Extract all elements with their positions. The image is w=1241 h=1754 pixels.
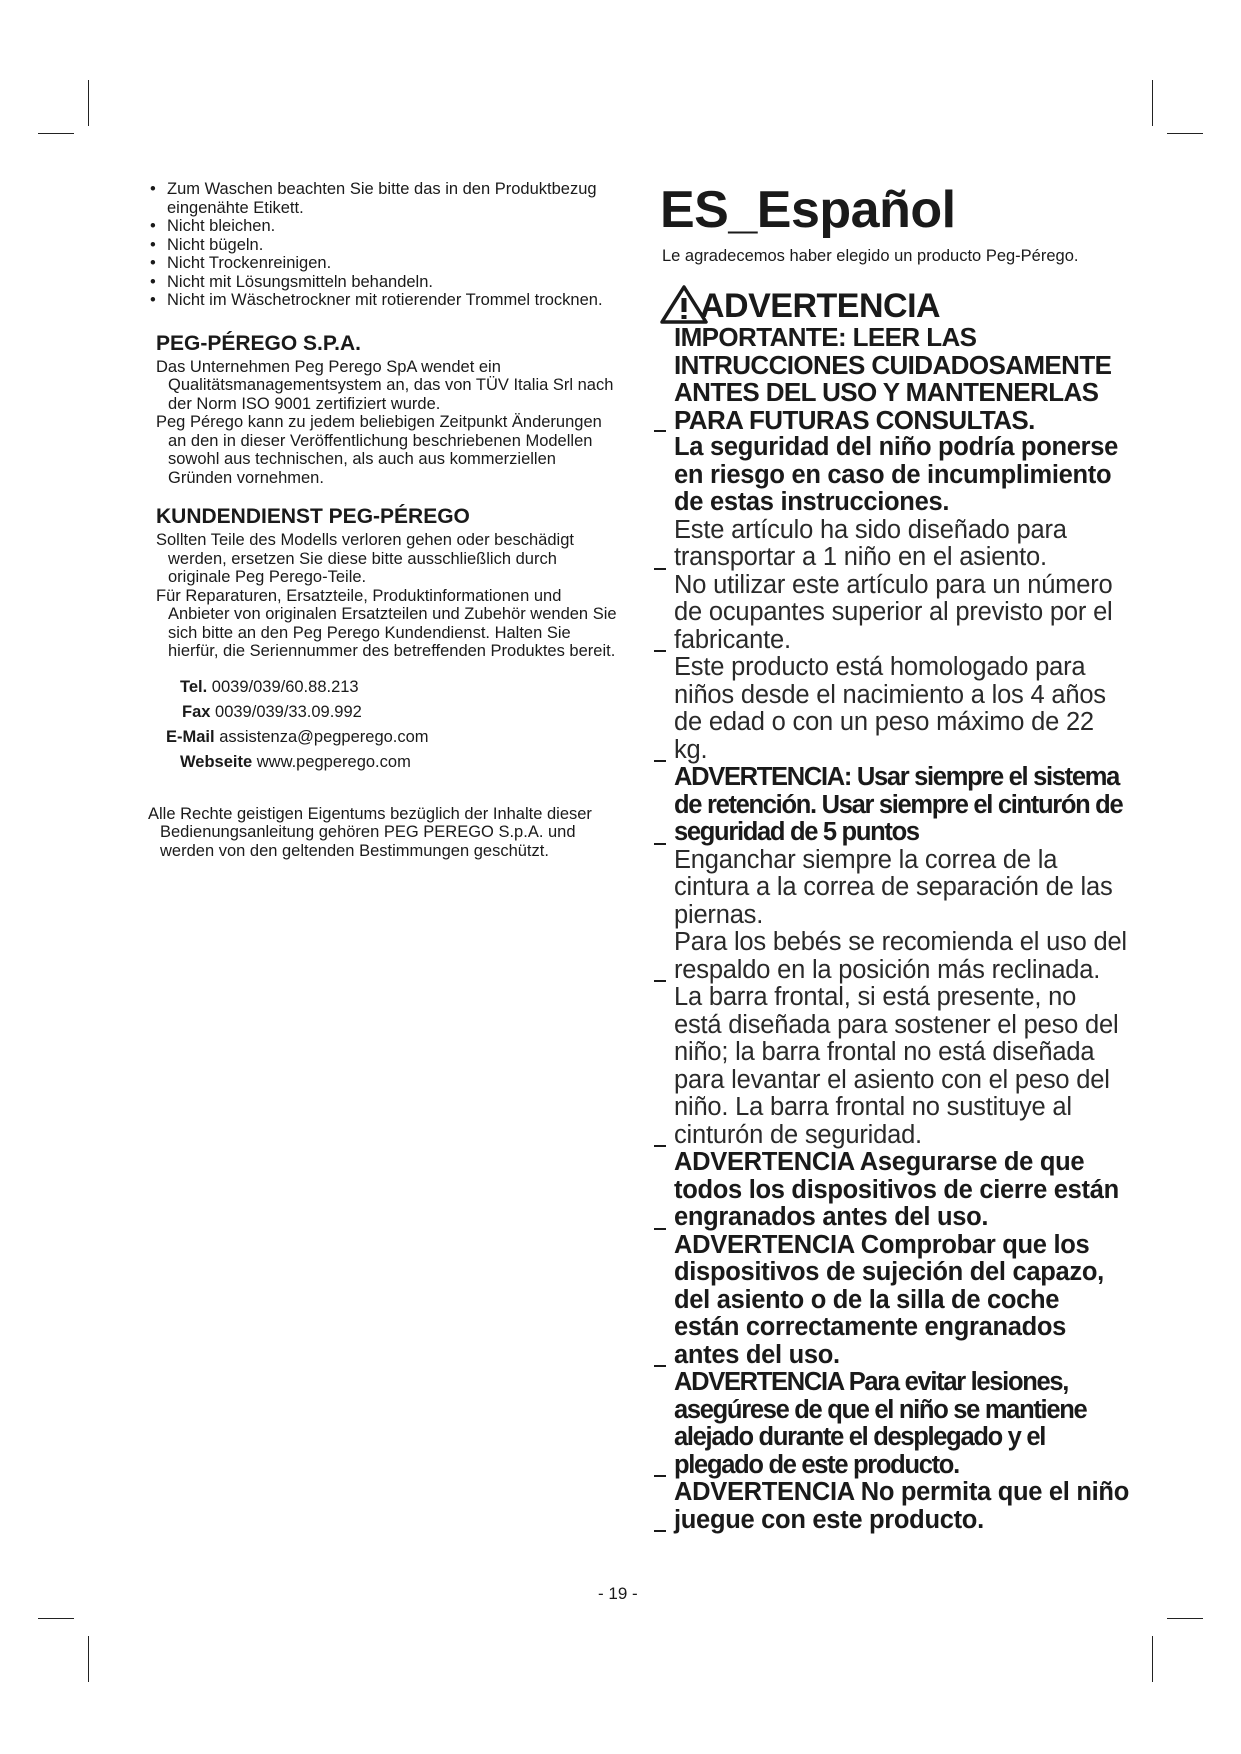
- warning-item: [660, 434, 1130, 517]
- company-paragraph: Das Unternehmen Peg Perego SpA wendet ein Qualitätsmanagementsystem an, das von TÜV Italia Srl nach der Norm ISO 9001 zertifiziert wurde.: [156, 357, 614, 413]
- warning-item: [660, 764, 1130, 847]
- email-label: E-Mail: [166, 727, 215, 746]
- warning-item: [660, 324, 1130, 434]
- phone-number: 0039/039/60.88.213: [211, 677, 359, 696]
- spanish-column: [660, 180, 1130, 1534]
- crop-mark: [1152, 80, 1153, 126]
- warning-item-text: IMPORTANTE: LEER LAS INTRUCCIONES CUIDADOSAMENTE ANTES DEL USO Y MANTENERLAS PARA FUTURAS CONSULTAS.: [674, 322, 1112, 435]
- website-line: [180, 750, 618, 775]
- care-item: • Nicht bügeln.: [148, 236, 618, 255]
- crop-mark: [38, 133, 74, 134]
- crop-mark: [1167, 1618, 1203, 1619]
- service-paragraph: Sollten Teile des Modells verloren gehen oder beschädigt werden, ersetzen Sie diese bitte ausschließlich durch originale Peg Perego-Teile.: [156, 531, 574, 586]
- service-heading: KUNDENDIENST PEG-PÉREGO: [156, 505, 470, 528]
- warning-title: ADVERTENCIA: [700, 287, 941, 325]
- warning-item: [660, 847, 1130, 930]
- service-section: [156, 531, 618, 775]
- crop-mark: [1152, 1636, 1153, 1682]
- warning-item-text: No utilizar este artículo para un número de ocupantes superior al previsto por el fabricante.: [674, 570, 1113, 654]
- phone-label: Tel.: [180, 677, 208, 696]
- service-paragraph: Für Reparaturen, Ersatzteile, Produktinformationen und Anbieter von originalen Ersatzteilen und Zubehör wenden Sie sich bitte an den Peg Perego Kundendienst. Halten Sie hierfür, die Seriennummer des betreffenden Produktes bereit.: [156, 586, 617, 660]
- warning-item-text: ADVERTENCIA Para evitar lesiones, asegúrese de que el niño se mantiene alejado durante el desplegado y el plegado de este producto.: [674, 1368, 1087, 1479]
- fax-number: 0039/039/33.09.992: [215, 702, 362, 721]
- fax-line: [182, 700, 618, 725]
- german-column: [148, 180, 618, 860]
- website-label: Webseite: [180, 752, 253, 771]
- warning-list: [660, 324, 1130, 1534]
- email-address[interactable]: assistenza@pegperego.com: [219, 727, 429, 746]
- crop-mark: [88, 1636, 89, 1682]
- warning-item-text: La barra frontal, si está presente, no está diseñada para sostener el peso del niño; la barra frontal no está diseñada para levantar el asiento con el peso del niño. La barra frontal no sustituye al cinturón de seguridad.: [674, 983, 1119, 1149]
- fax-label: Fax: [182, 702, 211, 721]
- warning-item: [660, 984, 1130, 1149]
- warning-item: [660, 1149, 1130, 1232]
- page-number: - 19 -: [598, 1584, 638, 1603]
- warning-item-text: Este producto está homologado para niños desde el nacimiento a los 4 años de edad o con un peso máximo de 22 kg.: [674, 653, 1106, 764]
- warning-item: [660, 929, 1130, 984]
- care-item: • Nicht Trockenreinigen.: [148, 254, 618, 273]
- warning-item: [660, 654, 1130, 764]
- thanks-line: Le agradecemos haber elegido un producto Peg-Pérego.: [662, 247, 1079, 265]
- warning-item: [660, 572, 1130, 655]
- care-item: • Nicht im Wäschetrockner mit rotierender Trommel trocknen.: [148, 291, 618, 310]
- website-link[interactable]: www.pegperego.com: [256, 752, 411, 771]
- warning-item: [660, 517, 1130, 572]
- email-line: [166, 725, 618, 750]
- warning-item: [660, 1232, 1130, 1370]
- warning-item-text: ADVERTENCIA No permita que el niño juegue con este producto.: [674, 1478, 1129, 1534]
- company-paragraph: Peg Pérego kann zu jedem beliebigen Zeitpunkt Änderungen an den in dieser Veröffentlichung beschriebenen Modellen sowohl aus technischen, als auch aus kommerziellen Gründen vornehmen.: [156, 413, 602, 487]
- warning-heading: [660, 280, 1130, 324]
- contact-block: [156, 675, 618, 775]
- warning-item-text: ADVERTENCIA Comprobar que los dispositivos de sujeción del capazo, del asiento o de la silla de coche están correctamente engranados antes del uso.: [674, 1230, 1104, 1369]
- warning-item-text: Enganchar siempre la correa de la cintura a la correa de separación de las piernas.: [674, 845, 1113, 929]
- warning-item-text: Este artículo ha sido diseñado para transportar a 1 niño en el asiento.: [674, 515, 1067, 571]
- care-item: • Nicht mit Lösungsmitteln behandeln.: [148, 273, 618, 292]
- warning-item: [660, 1369, 1130, 1479]
- company-heading: PEG-PÉREGO S.P.A.: [156, 331, 362, 355]
- crop-mark: [88, 80, 89, 126]
- warning-item-text: ADVERTENCIA Asegurarse de que todos los dispositivos de cierre están engranados antes del uso.: [674, 1148, 1119, 1231]
- crop-mark: [1167, 133, 1203, 134]
- care-instructions-list: [148, 180, 618, 310]
- company-section: [156, 358, 618, 488]
- warning-item-text: La seguridad del niño podría ponerse en riesgo en caso de incumplimiento de estas instrucciones.: [674, 433, 1119, 516]
- phone-line: [180, 675, 618, 700]
- warning-item: [660, 1479, 1130, 1534]
- care-item: • Nicht bleichen.: [148, 217, 618, 236]
- language-title: ES_Español: [660, 181, 956, 239]
- rights-notice: Alle Rechte geistigen Eigentums bezüglich der Inhalte dieser Bedienungsanleitung gehören PEG PEREGO S.p.A. und werden von den geltenden Bestimmungen geschützt.: [148, 804, 592, 860]
- warning-item-text: ADVERTENCIA: Usar siempre el sistema de retención. Usar siempre el cinturón de seguridad de 5 puntos: [674, 763, 1123, 846]
- warning-item-text: Para los bebés se recomienda el uso del respaldo en la posición más reclinada.: [674, 928, 1127, 984]
- care-item: • Zum Waschen beachten Sie bitte das in den Produktbezug eingenähte Etikett.: [148, 180, 618, 217]
- crop-mark: [38, 1618, 74, 1619]
